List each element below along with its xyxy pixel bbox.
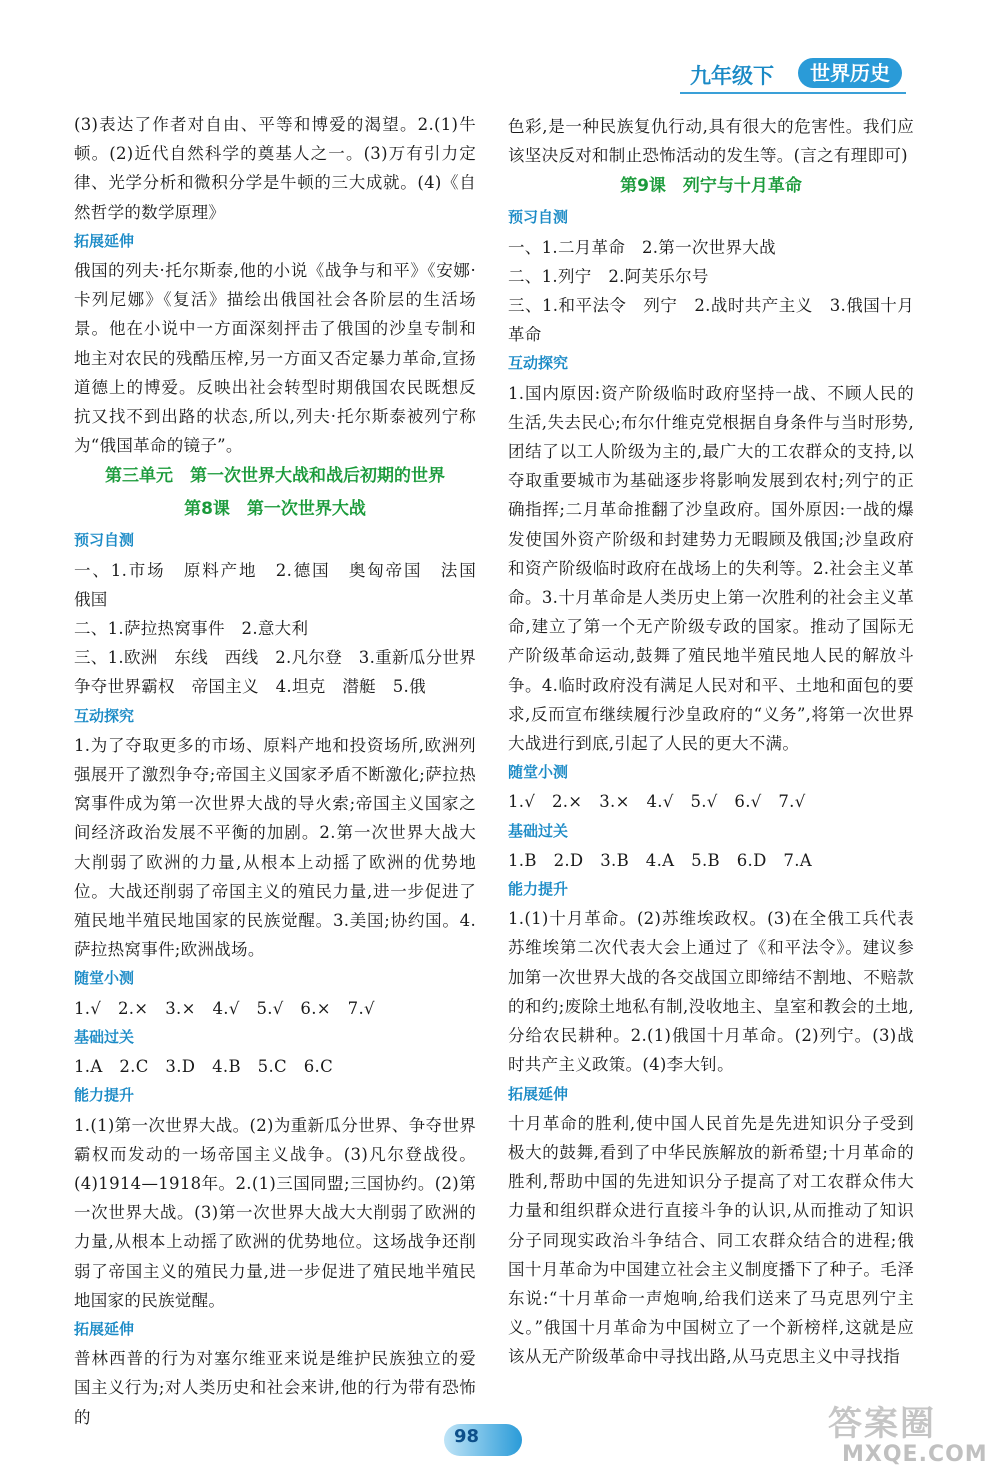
page-number-badge	[444, 1420, 524, 1460]
answer-paragraph: 普林西普的行为对塞尔维亚来说是维护民族独立的爱国主义行为;对人类历史和社会来讲,他的行为带有恐怖的	[74, 1349, 476, 1427]
answer-paragraph: 1.(1)十月革命。(2)苏维埃政权。(3)在全俄工兵代表苏维埃第二次代表大会上通过了《和平法令》。建议参加第一次世界大战的各交战国立即缔结不割地、不赔款的和约;废除土地私有制,没收地主、皇室和教会的土地,分给农民耕种。2.(1)俄国十月革命。(2)列宁。(3)战时共产主义政策。(4)李大钊。	[508, 909, 914, 1075]
answer-paragraph: 1.√ 2.× 3.× 4.√ 5.√ 6.√ 7.√	[508, 792, 806, 812]
watermark-text: 答案圈	[828, 1404, 936, 1444]
answer-paragraph: 三、1.和平法令 列宁 2.战时共产主义 3.俄国十月革命	[508, 296, 914, 345]
section-heading-hudong: 互动探究	[508, 354, 569, 373]
right-column	[508, 112, 914, 1372]
answer-paragraph: 俄国的列夫·托尔斯泰,他的小说《战争与和平》《安娜·卡列尼娜》《复活》描绘出俄国社会各阶层的生活场景。他在小说中一方面深刻抨击了俄国的沙皇专制和地主对农民的残酷压榨,另一方面又否定暴力革命,宣扬道德上的博爱。反映出社会转型时期俄国农民既想反抗又找不到出路的状态,所以,列夫·托尔斯泰被列宁称为“俄国革命的镜子”。	[74, 261, 476, 456]
answer-paragraph: 1.A 2.C 3.D 4.B 5.C 6.C	[74, 1057, 334, 1077]
unit-title: 第三单元 第一次世界大战和战后初期的世界	[105, 466, 445, 487]
answer-paragraph: 1.国内原因:资产阶级临时政府坚持一战、不顾人民的生活,失去民心;布尔什维克党根据自身条件与当时形势,团结了以工人阶级为主的,最广大的工农群众的支持,以夺取重要城市为基础逐步将影响发展到农村;列宁的正确指挥;二月革命推翻了沙皇政府。国外原因:一战的爆发使国外资产阶级和封建势力无暇顾及俄国;沙皇政府和资产阶级临时政府在战场上的失利等。2.社会主义革命。3.十月革命是人类历史上第一次胜利的社会主义革命,建立了第一个无产阶级专政的国家。推动了国际无产阶级革命运动,鼓舞了殖民地半殖民地人民的解放斗争。4.临时政府没有满足人民对和平、土地和面包的要求,反而宣布继续履行沙皇政府的“义务”,将第一次世界大战进行到底,引起了人民的更大不满。	[508, 383, 914, 754]
lesson-title: 第9课 列宁与十月革命	[620, 176, 802, 197]
answer-paragraph: 1.B 2.D 3.B 4.A 5.B 6.D 7.A	[508, 850, 812, 870]
section-heading-nengli: 能力提升	[508, 880, 569, 899]
page-header	[680, 56, 910, 96]
grade-label: 九年级下	[690, 64, 774, 88]
section-heading-tuozhan: 拓展延伸	[74, 1319, 135, 1338]
answer-paragraph: 1.(1)第一次世界大战。(2)为重新瓜分世界、争夺世界霸权而发动的一场帝国主义战争。(3)凡尔登战役。(4)1914—1918年。2.(1)三国同盟;三国协约。(2)第一次世界大战。(3)第一次世界大战大大削弱了欧洲的力量,从根本上动摇了欧洲的优势地位。这场战争还削弱了帝国主义的殖民力量,进一步促进了殖民地半殖民地国家的民族觉醒。	[74, 1115, 476, 1310]
answer-paragraph: 一、1.市场 原料产地 2.德国 奥匈帝国 法国 俄国	[74, 560, 493, 609]
answer-paragraph: 1.√ 2.× 3.× 4.√ 5.√ 6.× 7.√	[74, 998, 375, 1018]
section-heading-jichu: 基础过关	[74, 1027, 135, 1046]
answer-paragraph: 1.为了夺取更多的市场、原料产地和投资场所,欧洲列强展开了激烈争夺;帝国主义国家矛盾不断激化;萨拉热窝事件成为第一次世界大战的导火索;帝国主义国家之间经济政治发展不平衡的加剧。2.第一次世界大战大大削弱了欧洲的力量,从根本上动摇了欧洲的优势地位。大战还削弱了帝国主义的殖民力量,进一步促进了殖民地半殖民地国家的民族觉醒。3.美国;协约国。4.萨拉热窝事件;欧洲战场。	[74, 735, 476, 960]
section-heading-nengli: 能力提升	[74, 1086, 135, 1105]
answer-paragraph: 二、1.萨拉热窝事件 2.意大利	[74, 619, 309, 639]
answer-paragraph: 色彩,是一种民族复仇行动,具有很大的危害性。我们应该坚决反对和制止恐怖活动的发生等。(言之有理即可)	[508, 117, 914, 166]
answer-paragraph: 三、1.欧洲 东线 西线 2.凡尔登 3.重新瓜分世界 争夺世界霸权 帝国主义 4.坦克 潜艇 5.俄	[74, 648, 493, 697]
section-heading-hudong: 互动探究	[74, 706, 135, 725]
lesson-title: 第8课 第一次世界大战	[184, 499, 366, 520]
answer-paragraph: 一、1.二月革命 2.第一次世界大战	[508, 237, 776, 257]
left-column	[74, 110, 493, 1432]
answer-paragraph: 十月革命的胜利,使中国人民首先是先进知识分子受到极大的鼓舞,看到了中华民族解放的新希望;十月革命的胜利,帮助中国的先进知识分子提高了对工农群众伟大力量和组织群众进行直接斗争的认识,从而推动了知识分子同现实政治斗争结合、同工农群众结合的进程;俄国十月革命为中国建立社会主义制度播下了种子。毛泽东说:“十月革命一声炮响,给我们送来了马克思列宁主义。”俄国十月革命为中国树立了一个新榜样,这就是应该从无产阶级革命中寻找出路,从马克思主义中寻找指	[508, 1113, 914, 1367]
section-heading-suitang: 随堂小测	[74, 969, 135, 988]
watermark-url: MXQE.COM	[842, 1442, 988, 1467]
section-heading-suitang: 随堂小测	[508, 763, 569, 782]
section-heading-jichu: 基础过关	[508, 821, 569, 840]
answer-paragraph: (3)表达了作者对自由、平等和博爱的渴望。2.(1)牛顿。(2)近代自然科学的奠基人之一。(3)万有引力定律、光学分析和微积分学是牛顿的三大成就。(4)《自然哲学的数学原理》	[74, 115, 476, 222]
header-rule	[680, 92, 906, 94]
page-number: 98	[454, 1426, 480, 1447]
answer-paragraph: 二、1.列宁 2.阿芙乐尔号	[508, 266, 709, 286]
section-heading-yuxi: 预习自测	[74, 531, 135, 550]
subject-badge: 世界历史	[798, 58, 902, 88]
section-heading-yuxi: 预习自测	[508, 208, 569, 227]
section-heading-tuozhan: 拓展延伸	[74, 231, 135, 250]
section-heading-tuozhan: 拓展延伸	[508, 1084, 569, 1103]
watermark-logo	[820, 1396, 995, 1476]
